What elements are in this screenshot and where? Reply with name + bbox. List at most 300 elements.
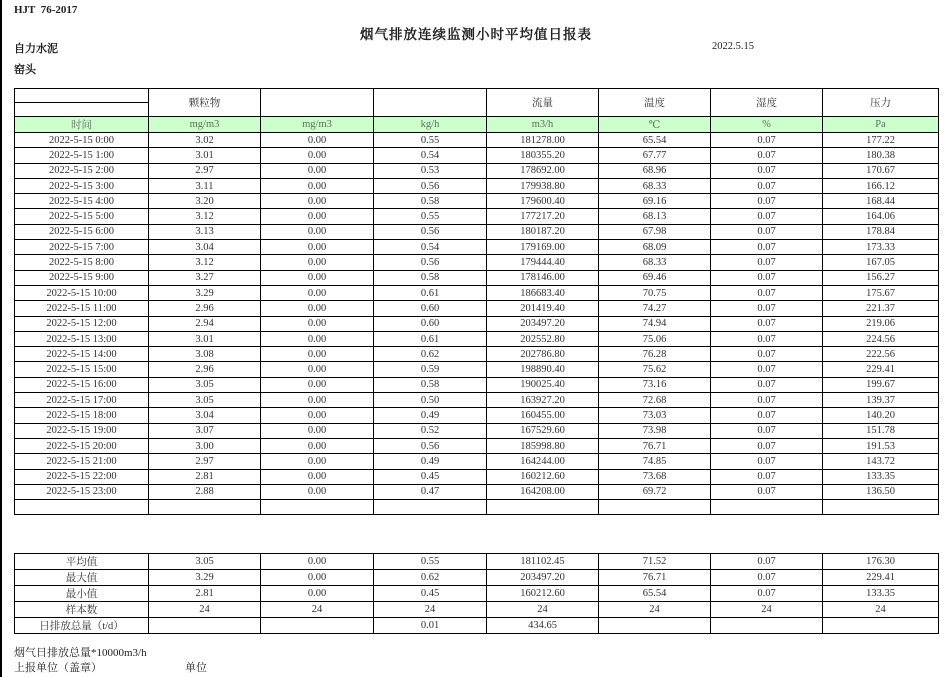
value-cell: 151.78 (823, 423, 939, 438)
value-cell: 24 (711, 602, 823, 618)
empty-row (15, 500, 939, 515)
summary-label-cell: 平均值 (15, 554, 149, 570)
value-cell: 0.00 (261, 347, 374, 362)
value-cell: 178.84 (823, 224, 939, 239)
unit-header-time: 时间 (15, 117, 149, 133)
value-cell: 0.00 (261, 454, 374, 469)
value-cell: 0.07 (711, 240, 823, 255)
value-cell: 186683.40 (487, 285, 599, 300)
value-cell: 0.55 (374, 209, 487, 224)
value-cell: 178146.00 (487, 270, 599, 285)
table-row (15, 240, 939, 255)
empty-cell (599, 500, 711, 515)
time-cell: 2022-5-15 18:00 (15, 408, 149, 423)
value-cell: 177.22 (823, 133, 939, 148)
value-cell: 68.33 (599, 255, 711, 270)
value-cell (261, 618, 374, 634)
value-cell: 160212.60 (487, 469, 599, 484)
value-cell: 160455.00 (487, 408, 599, 423)
table-row (15, 255, 939, 270)
value-cell: 160212.60 (487, 586, 599, 602)
time-cell: 2022-5-15 17:00 (15, 393, 149, 408)
summary-row (15, 586, 939, 602)
value-cell: 0.53 (374, 163, 487, 178)
value-cell: 2.96 (149, 362, 261, 377)
table-row (15, 270, 939, 285)
empty-cell (15, 500, 149, 515)
time-cell: 2022-5-15 16:00 (15, 377, 149, 392)
value-cell: 67.98 (599, 224, 711, 239)
value-cell: 0.55 (374, 554, 487, 570)
time-cell: 2022-5-15 23:00 (15, 484, 149, 499)
value-cell: 0.07 (711, 469, 823, 484)
value-cell: 0.60 (374, 301, 487, 316)
time-cell: 2022-5-15 20:00 (15, 438, 149, 453)
table-row (15, 484, 939, 499)
report-unit-label: 上报单位（盖章） (14, 662, 102, 674)
value-cell: 0.62 (374, 570, 487, 586)
value-cell: 229.41 (823, 362, 939, 377)
value-cell: 199.67 (823, 377, 939, 392)
value-cell: 179600.40 (487, 194, 599, 209)
value-cell: 3.29 (149, 570, 261, 586)
value-cell: 0.00 (261, 469, 374, 484)
unit-header-kgh: kg/h (374, 117, 487, 133)
value-cell: 0.07 (711, 270, 823, 285)
value-cell: 73.98 (599, 423, 711, 438)
value-cell: 140.20 (823, 408, 939, 423)
value-cell: 24 (149, 602, 261, 618)
value-cell: 0.00 (261, 316, 374, 331)
value-cell: 0.07 (711, 178, 823, 193)
time-cell: 2022-5-15 11:00 (15, 301, 149, 316)
value-cell: 0.60 (374, 316, 487, 331)
value-cell: 0.07 (711, 454, 823, 469)
value-cell: 74.94 (599, 316, 711, 331)
table-row (15, 377, 939, 392)
table-row (15, 331, 939, 346)
value-cell: 0.07 (711, 570, 823, 586)
value-cell: 0.07 (711, 438, 823, 453)
value-cell: 0.00 (261, 270, 374, 285)
value-cell: 3.05 (149, 377, 261, 392)
value-cell: 24 (823, 602, 939, 618)
value-cell: 3.05 (149, 393, 261, 408)
value-cell: 0.50 (374, 393, 487, 408)
value-cell: 2.81 (149, 586, 261, 602)
value-cell: 0.56 (374, 255, 487, 270)
value-cell: 0.54 (374, 148, 487, 163)
table-row (15, 316, 939, 331)
value-cell: 0.00 (261, 285, 374, 300)
value-cell: 0.00 (261, 163, 374, 178)
standard-number: HJT 76-2017 (14, 4, 78, 16)
value-cell: 0.61 (374, 331, 487, 346)
value-cell: 0.59 (374, 362, 487, 377)
value-cell: 0.55 (374, 133, 487, 148)
value-cell: 76.28 (599, 347, 711, 362)
value-cell: 202552.80 (487, 331, 599, 346)
table-row (15, 438, 939, 453)
value-cell (149, 618, 261, 634)
company-name: 自力水泥 (14, 43, 58, 55)
value-cell: 0.07 (711, 331, 823, 346)
table-row (15, 469, 939, 484)
empty-cell (261, 500, 374, 515)
value-cell (823, 618, 939, 634)
value-cell: 198890.40 (487, 362, 599, 377)
value-cell: 219.06 (823, 316, 939, 331)
value-cell: 3.27 (149, 270, 261, 285)
value-cell: 434.65 (487, 618, 599, 634)
value-cell: 201419.40 (487, 301, 599, 316)
value-cell: 133.35 (823, 469, 939, 484)
value-cell: 3.02 (149, 133, 261, 148)
value-cell: 0.07 (711, 209, 823, 224)
value-cell: 3.13 (149, 224, 261, 239)
value-cell: 221.37 (823, 301, 939, 316)
table-row (15, 454, 939, 469)
value-cell: 0.07 (711, 393, 823, 408)
value-cell: 0.07 (711, 377, 823, 392)
value-cell: 224.56 (823, 331, 939, 346)
value-cell: 0.07 (711, 347, 823, 362)
value-cell: 222.56 (823, 347, 939, 362)
value-cell: 164.06 (823, 209, 939, 224)
unit-header-mgm3-1: mg/m3 (149, 117, 261, 133)
value-cell: 0.56 (374, 438, 487, 453)
summary-row (15, 618, 939, 634)
value-cell: 185998.80 (487, 438, 599, 453)
value-cell: 0.58 (374, 194, 487, 209)
value-cell: 163927.20 (487, 393, 599, 408)
value-cell: 181102.45 (487, 554, 599, 570)
value-cell: 166.12 (823, 178, 939, 193)
table-row (15, 285, 939, 300)
table-row (15, 347, 939, 362)
group-header-row (15, 89, 939, 103)
value-cell: 0.07 (711, 408, 823, 423)
empty-cell (711, 500, 823, 515)
value-cell: 68.33 (599, 178, 711, 193)
value-cell: 0.00 (261, 362, 374, 377)
unit-header-pa: Pa (823, 117, 939, 133)
time-cell: 2022-5-15 1:00 (15, 148, 149, 163)
value-cell: 168.44 (823, 194, 939, 209)
empty-cell (487, 500, 599, 515)
unit-header-percent: % (711, 117, 823, 133)
value-cell: 0.52 (374, 423, 487, 438)
value-cell: 0.00 (261, 377, 374, 392)
value-cell: 74.85 (599, 454, 711, 469)
value-cell: 0.07 (711, 316, 823, 331)
value-cell: 202786.80 (487, 347, 599, 362)
time-cell: 2022-5-15 9:00 (15, 270, 149, 285)
value-cell: 72.68 (599, 393, 711, 408)
value-cell: 181278.00 (487, 133, 599, 148)
page-title: 烟气排放连续监测小时平均值日报表 (360, 27, 592, 42)
time-cell: 2022-5-15 13:00 (15, 331, 149, 346)
table-row (15, 194, 939, 209)
summary-row (15, 570, 939, 586)
summary-table (14, 553, 939, 634)
table-row (15, 408, 939, 423)
value-cell: 0.07 (711, 285, 823, 300)
value-cell: 191.53 (823, 438, 939, 453)
time-cell: 2022-5-15 19:00 (15, 423, 149, 438)
empty-cell (374, 500, 487, 515)
value-cell: 0.07 (711, 163, 823, 178)
value-cell: 0.00 (261, 178, 374, 193)
unit-header-celsius: ℃ (599, 117, 711, 133)
value-cell: 0.00 (261, 484, 374, 499)
time-cell: 2022-5-15 6:00 (15, 224, 149, 239)
unit-header-mgm3-2: mg/m3 (261, 117, 374, 133)
time-cell: 2022-5-15 3:00 (15, 178, 149, 193)
value-cell: 167529.60 (487, 423, 599, 438)
summary-row (15, 554, 939, 570)
value-cell: 65.54 (599, 133, 711, 148)
value-cell: 0.45 (374, 586, 487, 602)
time-cell: 2022-5-15 12:00 (15, 316, 149, 331)
value-cell: 156.27 (823, 270, 939, 285)
value-cell: 3.08 (149, 347, 261, 362)
table-row (15, 423, 939, 438)
value-cell: 136.50 (823, 484, 939, 499)
value-cell: 0.49 (374, 408, 487, 423)
group-header-flow: 流量 (487, 89, 599, 117)
value-cell: 3.29 (149, 285, 261, 300)
value-cell: 190025.40 (487, 377, 599, 392)
time-cell: 2022-5-15 4:00 (15, 194, 149, 209)
value-cell: 173.33 (823, 240, 939, 255)
summary-label-cell: 最大值 (15, 570, 149, 586)
value-cell: 0.58 (374, 377, 487, 392)
value-cell: 0.56 (374, 224, 487, 239)
group-header-empty-1 (261, 89, 374, 117)
value-cell: 0.00 (261, 331, 374, 346)
value-cell: 0.00 (261, 570, 374, 586)
table-row (15, 362, 939, 377)
value-cell: 76.71 (599, 438, 711, 453)
value-cell: 24 (487, 602, 599, 618)
value-cell: 2.97 (149, 454, 261, 469)
value-cell: 0.00 (261, 408, 374, 423)
value-cell: 177217.20 (487, 209, 599, 224)
value-cell (711, 618, 823, 634)
value-cell: 178692.00 (487, 163, 599, 178)
value-cell: 24 (374, 602, 487, 618)
unit-label: 单位 (185, 662, 207, 674)
value-cell: 203497.20 (487, 570, 599, 586)
empty-cell (823, 500, 939, 515)
value-cell (599, 618, 711, 634)
data-rows (15, 133, 939, 515)
value-cell: 0.47 (374, 484, 487, 499)
time-cell: 2022-5-15 5:00 (15, 209, 149, 224)
value-cell: 0.00 (261, 554, 374, 570)
value-cell: 180.38 (823, 148, 939, 163)
time-cell: 2022-5-15 14:00 (15, 347, 149, 362)
table-row (15, 393, 939, 408)
value-cell: 3.04 (149, 240, 261, 255)
value-cell: 0.49 (374, 454, 487, 469)
time-cell: 2022-5-15 22:00 (15, 469, 149, 484)
value-cell: 71.52 (599, 554, 711, 570)
table-row (15, 178, 939, 193)
group-header-temperature: 温度 (599, 89, 711, 117)
value-cell: 3.00 (149, 438, 261, 453)
value-cell: 0.07 (711, 423, 823, 438)
value-cell: 0.00 (261, 133, 374, 148)
table-row (15, 133, 939, 148)
value-cell: 0.00 (261, 194, 374, 209)
value-cell: 3.11 (149, 178, 261, 193)
table-row (15, 163, 939, 178)
value-cell: 3.12 (149, 255, 261, 270)
value-cell: 0.61 (374, 285, 487, 300)
table-row (15, 209, 939, 224)
summary-label-cell: 最小值 (15, 586, 149, 602)
value-cell: 0.00 (261, 423, 374, 438)
value-cell: 164244.00 (487, 454, 599, 469)
value-cell: 0.07 (711, 586, 823, 602)
time-cell: 2022-5-15 21:00 (15, 454, 149, 469)
value-cell: 0.00 (261, 393, 374, 408)
value-cell: 0.07 (711, 224, 823, 239)
value-cell: 76.71 (599, 570, 711, 586)
value-cell: 3.20 (149, 194, 261, 209)
group-header-humidity: 湿度 (711, 89, 823, 117)
value-cell: 0.07 (711, 148, 823, 163)
value-cell: 229.41 (823, 570, 939, 586)
value-cell: 73.03 (599, 408, 711, 423)
time-cell: 2022-5-15 0:00 (15, 133, 149, 148)
value-cell: 3.01 (149, 331, 261, 346)
group-header-particulate: 颗粒物 (149, 89, 261, 117)
value-cell: 180355.20 (487, 148, 599, 163)
value-cell: 0.00 (261, 224, 374, 239)
time-cell: 2022-5-15 10:00 (15, 285, 149, 300)
value-cell: 0.45 (374, 469, 487, 484)
value-cell: 24 (261, 602, 374, 618)
value-cell: 0.07 (711, 255, 823, 270)
value-cell: 24 (599, 602, 711, 618)
value-cell: 69.46 (599, 270, 711, 285)
station-name: 窑头 (14, 64, 36, 76)
value-cell: 179169.00 (487, 240, 599, 255)
value-cell: 0.56 (374, 178, 487, 193)
value-cell: 176.30 (823, 554, 939, 570)
value-cell: 179938.80 (487, 178, 599, 193)
page-left-edge (0, 0, 2, 677)
value-cell: 0.00 (261, 240, 374, 255)
value-cell: 175.67 (823, 285, 939, 300)
value-cell: 0.62 (374, 347, 487, 362)
summary-label-cell: 样本数 (15, 602, 149, 618)
summary-row (15, 602, 939, 618)
empty-cell (149, 500, 261, 515)
table-row (15, 148, 939, 163)
value-cell: 0.07 (711, 554, 823, 570)
total-emission-note: 烟气日排放总量*10000m3/h (14, 647, 147, 659)
unit-header-m3h: m3/h (487, 117, 599, 133)
value-cell: 0.00 (261, 255, 374, 270)
value-cell: 2.81 (149, 469, 261, 484)
value-cell: 69.72 (599, 484, 711, 499)
value-cell: 0.00 (261, 438, 374, 453)
value-cell: 0.00 (261, 301, 374, 316)
value-cell: 69.16 (599, 194, 711, 209)
value-cell: 0.01 (374, 618, 487, 634)
group-header-pressure: 压力 (823, 89, 939, 117)
value-cell: 180187.20 (487, 224, 599, 239)
value-cell: 3.01 (149, 148, 261, 163)
value-cell: 0.54 (374, 240, 487, 255)
report-date: 2022.5.15 (712, 41, 754, 52)
value-cell: 0.58 (374, 270, 487, 285)
time-cell: 2022-5-15 2:00 (15, 163, 149, 178)
value-cell: 3.05 (149, 554, 261, 570)
value-cell: 0.00 (261, 209, 374, 224)
value-cell: 2.97 (149, 163, 261, 178)
value-cell: 203497.20 (487, 316, 599, 331)
value-cell: 143.72 (823, 454, 939, 469)
value-cell: 68.09 (599, 240, 711, 255)
value-cell: 0.07 (711, 362, 823, 377)
value-cell: 2.94 (149, 316, 261, 331)
value-cell: 74.27 (599, 301, 711, 316)
value-cell: 3.12 (149, 209, 261, 224)
value-cell: 0.07 (711, 484, 823, 499)
value-cell: 65.54 (599, 586, 711, 602)
value-cell: 139.37 (823, 393, 939, 408)
value-cell: 75.62 (599, 362, 711, 377)
value-cell: 75.06 (599, 331, 711, 346)
value-cell: 0.07 (711, 133, 823, 148)
time-header-split-top (15, 89, 149, 103)
value-cell: 73.16 (599, 377, 711, 392)
value-cell: 170.67 (823, 163, 939, 178)
time-cell: 2022-5-15 7:00 (15, 240, 149, 255)
value-cell: 0.00 (261, 148, 374, 163)
time-cell: 2022-5-15 8:00 (15, 255, 149, 270)
value-cell: 73.68 (599, 469, 711, 484)
value-cell: 0.07 (711, 194, 823, 209)
group-header-empty-2 (374, 89, 487, 117)
table-row (15, 224, 939, 239)
value-cell: 0.07 (711, 301, 823, 316)
time-cell: 2022-5-15 15:00 (15, 362, 149, 377)
value-cell: 68.96 (599, 163, 711, 178)
value-cell: 133.35 (823, 586, 939, 602)
summary-label-cell: 日排放总量（t/d） (15, 618, 149, 634)
value-cell: 67.77 (599, 148, 711, 163)
value-cell: 179444.40 (487, 255, 599, 270)
table-row (15, 301, 939, 316)
value-cell: 164208.00 (487, 484, 599, 499)
value-cell: 68.13 (599, 209, 711, 224)
unit-header-row (15, 117, 939, 133)
time-header-split-bottom (15, 103, 149, 117)
value-cell: 2.96 (149, 301, 261, 316)
value-cell: 3.07 (149, 423, 261, 438)
value-cell: 3.04 (149, 408, 261, 423)
value-cell: 167.05 (823, 255, 939, 270)
value-cell: 2.88 (149, 484, 261, 499)
value-cell: 0.00 (261, 586, 374, 602)
summary-rows (15, 554, 939, 634)
